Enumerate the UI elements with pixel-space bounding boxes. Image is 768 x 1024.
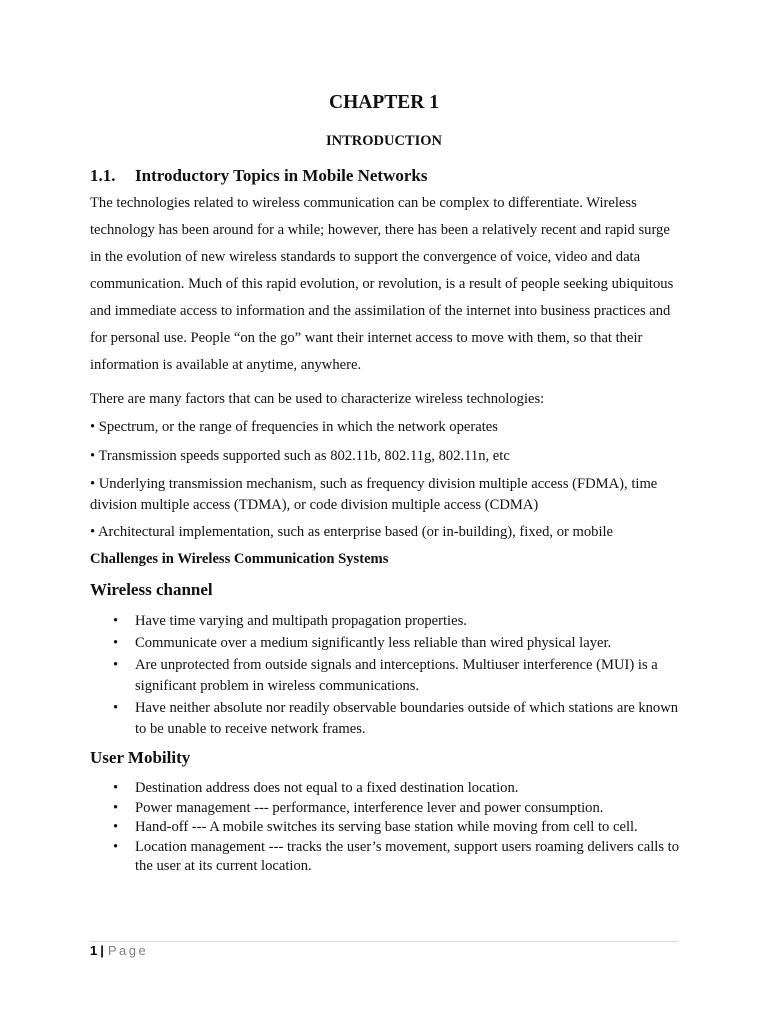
footer-separator: | xyxy=(100,943,104,958)
page-footer xyxy=(90,943,148,958)
challenges-heading: Challenges in Wireless Communication Systems xyxy=(90,551,389,567)
list-item: • Power management --- performance, interference lever and power consumption. xyxy=(113,799,688,819)
footer-divider xyxy=(90,941,678,942)
page-label: Page xyxy=(107,943,149,958)
section-heading xyxy=(90,166,428,186)
factors-intro: There are many factors that can be used to characterize wireless technologies: xyxy=(90,391,545,407)
list-item: • Destination address does not equal to a fixed destination location. xyxy=(113,779,688,799)
factor-item: • Underlying transmission mechanism, such as frequency division multiple access (FDMA), time division multiple access (TDMA), or code division multiple access (CDMA) xyxy=(90,476,658,513)
wireless-channel-list xyxy=(113,611,688,741)
factor-item: • Transmission speeds supported such as 802.11b, 802.11g, 802.11n, etc xyxy=(90,448,510,464)
user-mobility-heading: User Mobility xyxy=(90,748,191,767)
list-item: • Have time varying and multipath propagation properties. xyxy=(113,611,688,632)
chapter-title: CHAPTER 1 xyxy=(329,92,439,113)
intro-paragraph: The technologies related to wireless communication can be complex to differentiate. Wireless technology has been around for a while; however, there has been a relatively recent and rapid surge in the evolution of new wireless standards to support the convergence of voice, video and data communication. Much of this rapid evolution, or revolution, is a result of people seeking ubiquitous and immediate access to information and the assimilation of the internet into business practices and for personal use. People “on the go” want their internet access to move with them, so that their information is available at anytime, anywhere. xyxy=(90,195,674,373)
list-item: • Are unprotected from outside signals and interceptions. Multiuser interference (MUI) is a significant problem in wireless communications. xyxy=(113,655,688,697)
section-number: 1.1. xyxy=(90,166,116,185)
factor-item: • Spectrum, or the range of frequencies in which the network operates xyxy=(90,419,498,435)
page-number: 1 xyxy=(90,943,98,958)
list-item: • Have neither absolute nor readily observable boundaries outside of which stations are known to be unable to receive network frames. xyxy=(113,698,688,740)
chapter-subtitle: INTRODUCTION xyxy=(325,133,442,149)
wireless-channel-heading: Wireless channel xyxy=(90,580,213,599)
list-item: • Communicate over a medium significantly less reliable than wired physical layer. xyxy=(113,633,688,654)
list-item: • Location management --- tracks the user’s movement, support users roaming delivers calls to the user at its current location. xyxy=(113,838,688,877)
user-mobility-list xyxy=(113,779,688,877)
section-title: Introductory Topics in Mobile Networks xyxy=(135,166,428,185)
factor-item: • Architectural implementation, such as enterprise based (or in-building), fixed, or mobile xyxy=(90,524,614,540)
list-item: • Hand-off --- A mobile switches its serving base station while moving from cell to cell. xyxy=(113,818,688,838)
